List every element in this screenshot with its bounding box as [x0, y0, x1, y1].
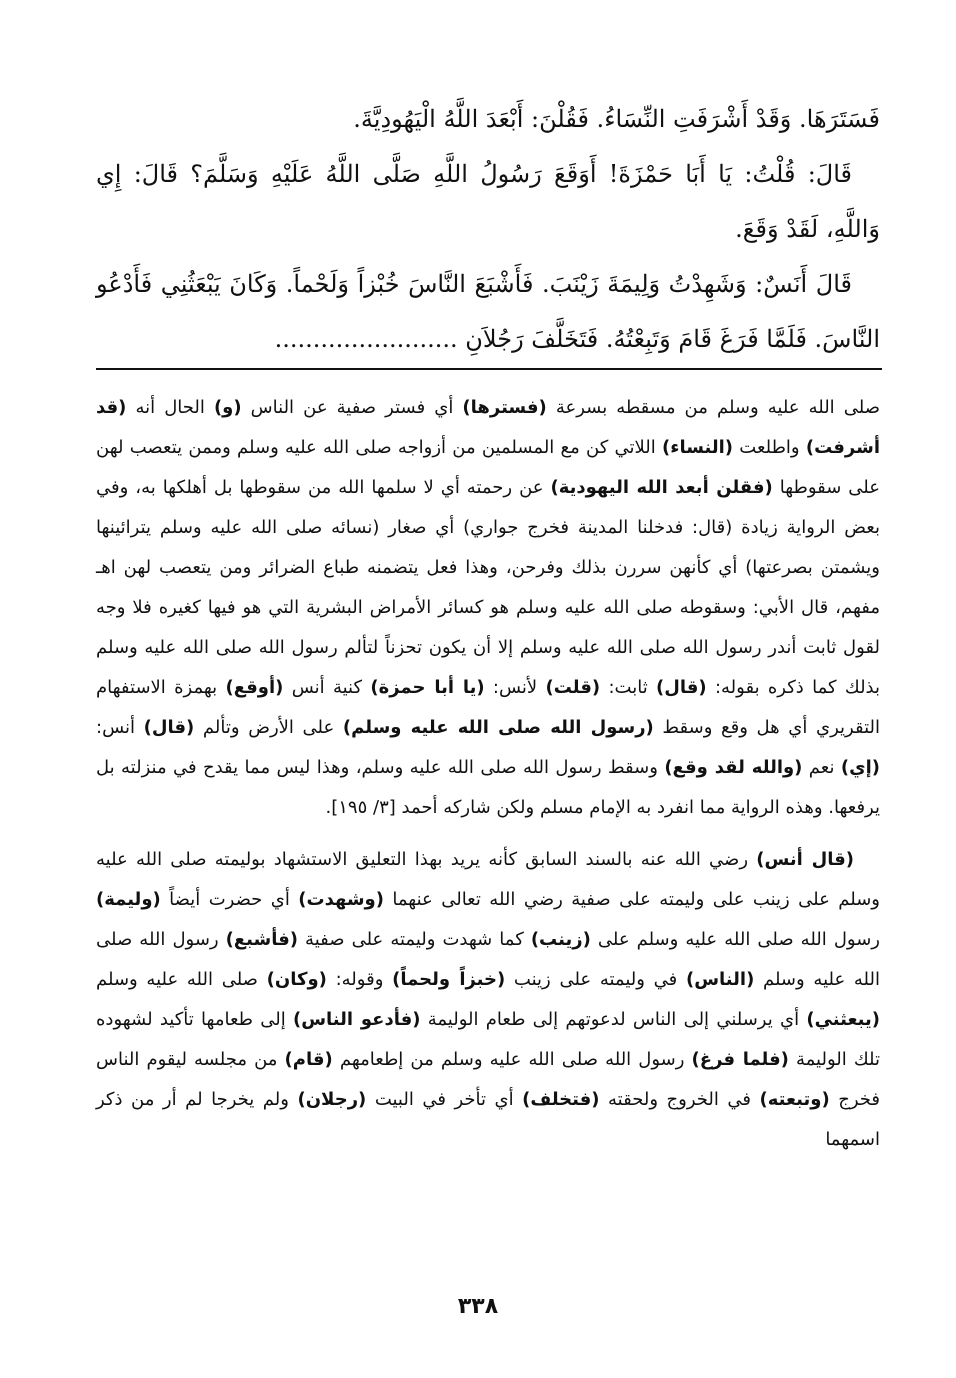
- bold-quote: (و): [213, 397, 242, 418]
- page-number: ٣٣٨: [457, 1294, 499, 1319]
- bold-quote: (وكان): [266, 969, 327, 990]
- hadith-paragraph-1: فَسَتَرَهَا. وَقَدْ أَشْرَفَتِ النِّسَاءُ. فَقُلْنَ: أَبْعَدَ اللَّهُ الْيَهُودِيَّةَ.: [353, 105, 880, 133]
- bold-quote: (فلما فرغ): [691, 1049, 789, 1070]
- bold-quote: (فقلن أبعد الله اليهودية): [550, 477, 773, 498]
- bold-quote: (قال): [656, 677, 707, 698]
- commentary-paragraph-1: صلى الله عليه وسلم من مسقطه بسرعة (فسترها) أي فستر صفية عن الناس (و) الحال أنه (قد أشرفت) واطلعت (النساء) اللاتي كن مع المسلمين من أزواجه صلى الله عليه وسلم وممن يتعصب لهن على سقوطها (فقلن أبعد الله اليهودية) عن رحمته أي لا سلمها الله من سقوطها بل أهلكها به، وفي بعض الرواية زيادة (قال: فدخلنا المدينة فخرج جواري) أي صغار (نسائه صلى الله عليه وسلم يترائينها ويشمتن بصرعتها) أي كأنهن سررن بذلك وفرحن، وهذا فعل يتضمنه طباع الضرائر ومن يتعصب لهن اهـ مفهم، قال الأبي: وسقوطه صلى الله عليه وسلم هو كسائر الأمراض البشرية التي هو فيها كغيره فلا وجه لقول ثابت أندر رسول الله صلى الله عليه وسلم إلا أن يكون تحزناً لتألم رسول الله صلى الله عليه وسلم بذلك كما ذكره بقوله: (قال) ثابت: (قلت) لأنس: (يا أبا حمزة) كنية أنس (أوقع) بهمزة الاستفهام التقريري أي هل وقع وسقط (رسول الله صلى الله عليه وسلم) على الأرض وتألم (قال) أنس: (إي) نعم (والله لقد وقع) وسقط رسول الله صلى الله عليه وسلم، وهذا ليس مما يقدح في منزلته بل يرفعها. وهذه الرواية مما انفرد به الإمام مسلم ولكن شاركه أحمد [٣/ ١٩٥].: [96, 397, 881, 818]
- bold-quote: (فأدعو الناس): [292, 1009, 421, 1030]
- bold-quote: (فأشبع): [225, 929, 298, 950]
- bold-quote: (قال أنس): [756, 849, 854, 870]
- hadith-paragraph-3: قَالَ أَنَسٌ: وَشَهِدْتُ وَلِيمَةَ زَيْنَبَ. فَأَشْبَعَ النَّاسَ خُبْزاً وَلَحْماً. وَكَانَ يَبْعَثُنِي فَأَدْعُو النَّاسَ. فَلَمَّا فَرَغَ قَامَ وَتَبِعْتُهُ. فَتَخَلَّفَ رَجُلاَنِ ........................: [96, 270, 880, 353]
- bold-quote: (رجلان): [297, 1089, 367, 1110]
- bold-quote: (الناس): [685, 969, 755, 990]
- bold-quote: (أوقع): [225, 677, 284, 698]
- bold-quote: (وتبعته): [759, 1089, 830, 1110]
- bold-quote: (النساء): [662, 437, 734, 458]
- bold-quote: (يا أبا حمزة): [370, 677, 485, 698]
- commentary-text: [96, 388, 880, 1160]
- bold-quote: (فسترها): [462, 397, 547, 418]
- bold-quote: (وليمة): [96, 889, 161, 910]
- bold-quote: (قال): [143, 717, 195, 738]
- commentary-paragraph-2: (قال أنس) رضي الله عنه بالسند السابق كأنه يريد بهذا التعليق الاستشهاد بوليمته صلى الله عليه وسلم على زينب على وليمته على صفية رضي الله تعالى عنهما (وشهدت) أي حضرت أيضاً (وليمة) رسول الله صلى الله عليه وسلم على (زينب) كما شهدت وليمته على صفية (فأشبع) رسول الله صلى الله عليه وسلم (الناس) في وليمته على زينب (خبزاً ولحماً) وقوله: (وكان) صلى الله عليه وسلم (يبعثني) أي يرسلني إلى الناس لدعوتهم إلى طعام الوليمة (فأدعو الناس) إلى طعامها تأكيد لشهوده تلك الوليمة (فلما فرغ) رسول الله صلى الله عليه وسلم من إطعامهم (قام) من مجلسه ليقوم الناس فخرج (وتبعته) في الخروج ولحقته (فتخلف) أي تأخر في البيت (رجلان) ولم يخرجا لم أر من ذكر اسمهما: [96, 849, 880, 1150]
- bold-quote: (يبعثني): [806, 1009, 880, 1030]
- bold-quote: (قلت): [545, 677, 601, 698]
- footnote-divider: [96, 368, 882, 370]
- bold-quote: (رسول الله صلى الله عليه وسلم): [342, 717, 654, 738]
- hadith-text: [96, 92, 880, 367]
- bold-quote: (إي): [840, 757, 880, 778]
- bold-quote: (قد أشرفت): [96, 397, 880, 458]
- bold-quote: (والله لقد وقع): [664, 757, 803, 778]
- bold-quote: (خبزاً ولحماً): [392, 969, 506, 990]
- bold-quote: (فتخلف): [522, 1089, 600, 1110]
- bold-quote: (قام): [284, 1049, 333, 1070]
- bold-quote: (وشهدت): [298, 889, 384, 910]
- hadith-paragraph-2: قَالَ: قُلْتُ: يَا أَبَا حَمْزَةَ! أَوَقَعَ رَسُولُ اللَّهِ صَلَّى اللَّهُ عَلَيْهِ وَسَلَّمَ؟ قَالَ: إِي وَاللَّهِ، لَقَدْ وَقَعَ.: [96, 160, 880, 243]
- bold-quote: (زينب): [530, 929, 591, 950]
